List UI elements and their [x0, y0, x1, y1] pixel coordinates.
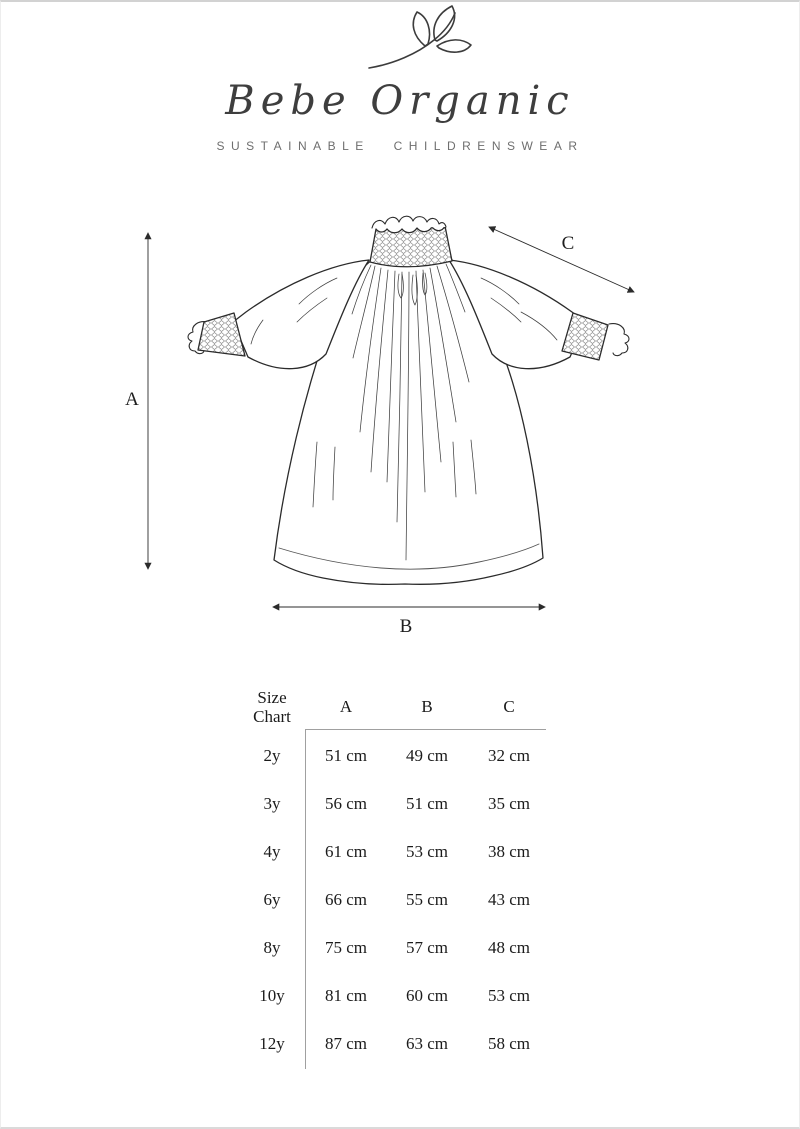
measure-label-b: B — [399, 616, 413, 637]
size-label: 12y — [259, 1033, 285, 1053]
measurement-value: 49 cm — [405, 745, 449, 765]
table-row — [239, 1019, 551, 1067]
size-chart-table — [239, 684, 551, 1067]
measurement-value: 66 cm — [324, 889, 368, 909]
table-top-rule — [305, 729, 546, 730]
size-label: 4y — [263, 841, 281, 861]
garment-diagram — [1, 2, 800, 662]
brand-name: Bebe Organic — [225, 78, 575, 124]
dress-sketch — [188, 216, 629, 584]
measurement-value: 63 cm — [405, 1033, 449, 1053]
column-header-c: C — [503, 697, 515, 716]
measurement-value: 56 cm — [324, 793, 368, 813]
measurement-value: 57 cm — [405, 937, 449, 957]
size-label: 10y — [259, 985, 285, 1005]
column-header-b: B — [421, 697, 433, 716]
measure-label-c: C — [561, 233, 575, 254]
size-label: 6y — [263, 889, 281, 909]
measurement-value: 81 cm — [324, 985, 368, 1005]
measurement-value: 75 cm — [324, 937, 368, 957]
size-chart-rows — [239, 731, 551, 1067]
brand-tagline: SUSTAINABLE CHILDRENSWEAR — [216, 139, 584, 153]
column-header-a: A — [339, 697, 353, 716]
measurement-value: 87 cm — [324, 1033, 368, 1053]
table-row — [239, 923, 551, 971]
size-chart-header — [239, 684, 551, 729]
table-row — [239, 875, 551, 923]
measurement-value: 51 cm — [405, 793, 449, 813]
table-row — [239, 971, 551, 1019]
table-left-rule — [305, 729, 306, 1069]
measurement-value: 58 cm — [487, 1033, 531, 1053]
measurement-value: 35 cm — [487, 793, 531, 813]
measurement-value: 43 cm — [487, 889, 531, 909]
table-row — [239, 779, 551, 827]
leaf-branch-icon — [369, 6, 471, 68]
size-chart-title: Size Chart — [253, 687, 291, 726]
measurement-value: 60 cm — [405, 985, 449, 1005]
measurement-value: 48 cm — [487, 937, 531, 957]
size-label: 8y — [263, 937, 281, 957]
table-row — [239, 731, 551, 779]
size-label: 2y — [263, 745, 281, 765]
table-row — [239, 827, 551, 875]
measurement-value: 55 cm — [405, 889, 449, 909]
measurement-value: 32 cm — [487, 745, 531, 765]
measurement-value: 53 cm — [487, 985, 531, 1005]
measurement-value: 61 cm — [324, 841, 368, 861]
measurement-value: 51 cm — [324, 745, 368, 765]
measurement-value: 53 cm — [405, 841, 449, 861]
measure-label-a: A — [125, 389, 139, 410]
size-label: 3y — [263, 793, 281, 813]
measurement-value: 38 cm — [487, 841, 531, 861]
